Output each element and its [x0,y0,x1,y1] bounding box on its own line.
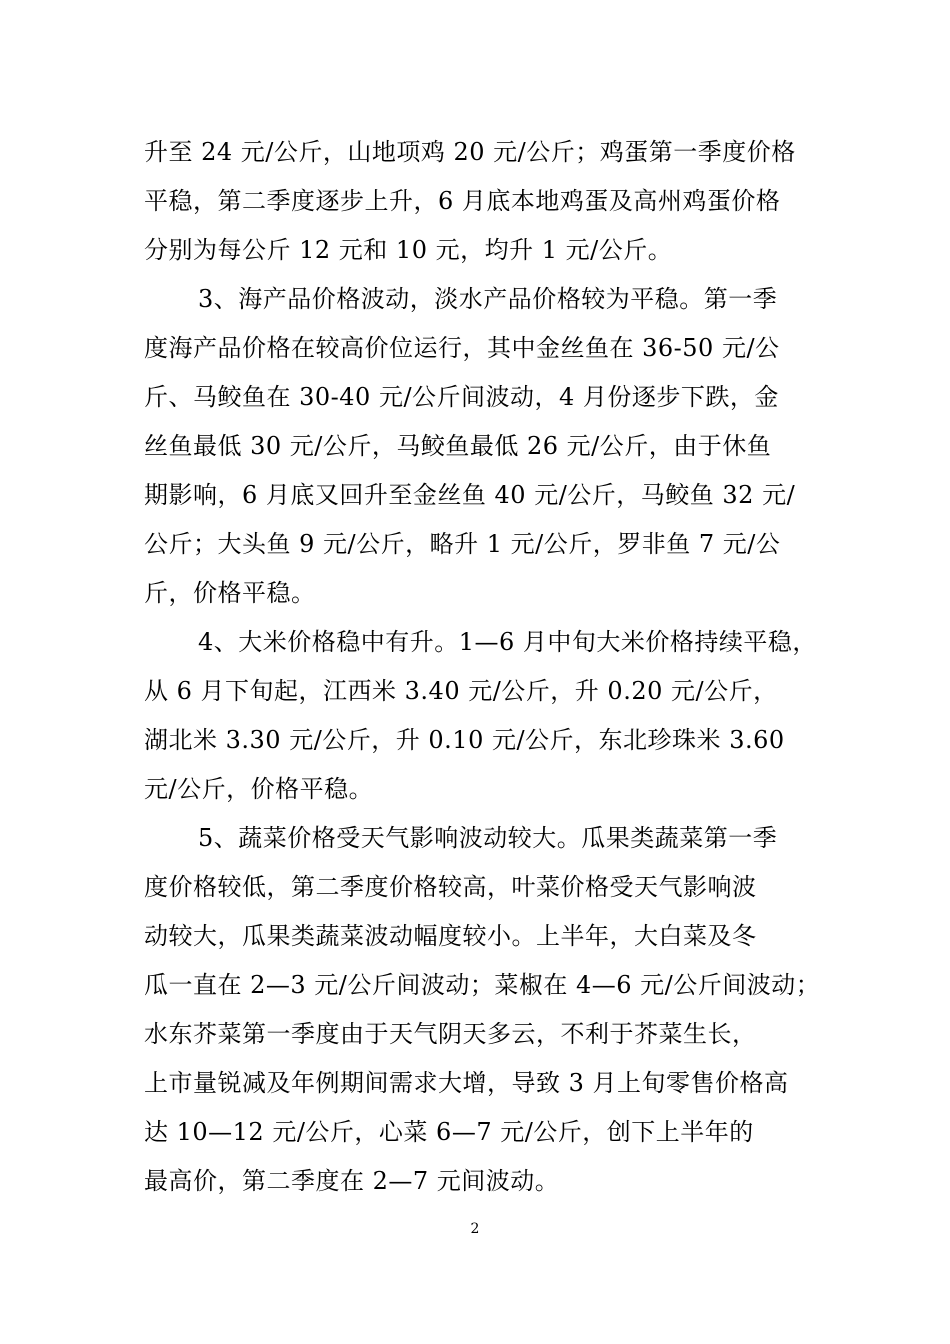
text-line: 达 10—12 元/公斤，心菜 6—7 元/公斤，创下上半年的 [144,1118,754,1146]
text-line: 丝鱼最低 30 元/公斤，马鲛鱼最低 26 元/公斤，由于休鱼 [144,432,772,460]
paragraph-5-first-line: 5、蔬菜价格受天气影响波动较大。瓜果类蔬菜第一季 [198,824,778,852]
text-line: 升至 24 元/公斤，山地项鸡 20 元/公斤；鸡蛋第一季度价格 [144,138,796,166]
text-line: 湖北米 3.30 元/公斤，升 0.10 元/公斤，东北珍珠米 3.60 [144,726,785,754]
text-line: 上市量锐减及年例期间需求大增，导致 3 月上旬零售价格高 [144,1069,789,1097]
text-line: 公斤；大头鱼 9 元/公斤，略升 1 元/公斤，罗非鱼 7 元/公 [144,530,781,558]
paragraph-3-first-line: 3、海产品价格波动，淡水产品价格较为平稳。第一季 [198,285,778,313]
text-line: 元/公斤，价格平稳。 [144,775,374,803]
text-line: 分别为每公斤 12 元和 10 元，均升 1 元/公斤。 [144,236,673,264]
text-line: 最高价，第二季度在 2—7 元间波动。 [144,1167,560,1195]
text-line: 斤、马鲛鱼在 30-40 元/公斤间波动，4 月份逐步下跌，金 [144,383,779,411]
text-line: 斤，价格平稳。 [144,579,316,607]
text-line: 动较大，瓜果类蔬菜波动幅度较小。上半年，大白菜及冬 [144,922,757,950]
text-line: 瓜一直在 2—3 元/公斤间波动；菜椒在 4—6 元/公斤间波动； [144,971,821,999]
text-line: 期影响，6 月底又回升至金丝鱼 40 元/公斤，马鲛鱼 32 元/ [144,481,796,509]
page-number: 2 [470,1221,480,1237]
paragraph-4-first-line: 4、大米价格稳中有升。1—6 月中旬大米价格持续平稳， [198,628,817,656]
text-line: 水东芥菜第一季度由于天气阴天多云，不利于芥菜生长， [144,1020,757,1048]
text-line: 从 6 月下旬起，江西米 3.40 元/公斤，升 0.20 元/公斤， [144,677,778,705]
text-line: 平稳，第二季度逐步上升，6 月底本地鸡蛋及高州鸡蛋价格 [144,187,781,215]
text-line: 度价格较低，第二季度价格较高，叶菜价格受天气影响波 [144,873,757,901]
text-line: 度海产品价格在较高价位运行，其中金丝鱼在 36-50 元/公 [144,334,780,362]
